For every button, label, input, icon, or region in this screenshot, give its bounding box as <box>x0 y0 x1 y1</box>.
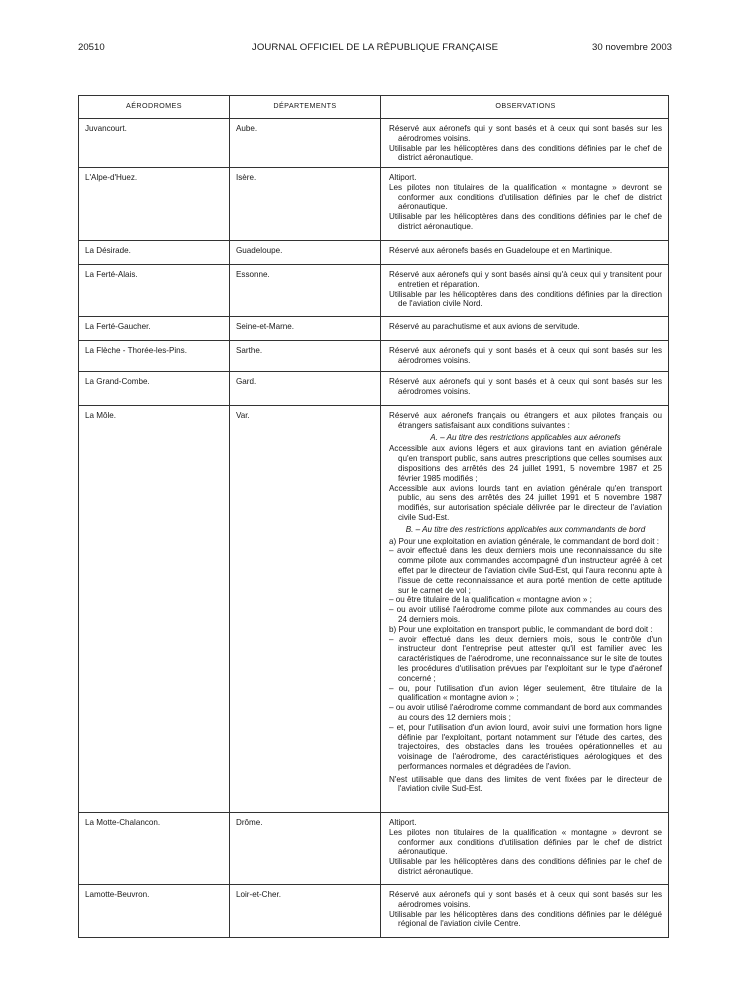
observation-text: Réservé aux aéronefs qui y sont basés et à ceux qui sont basés sur les aérodromes voisins. <box>389 124 662 143</box>
observations <box>381 406 668 812</box>
departement-name: Guadeloupe. <box>230 241 381 264</box>
observations <box>381 119 668 167</box>
observation-text: Utilisable par les hélicoptères dans des conditions définies par le chef de district aéronautique. <box>389 143 662 163</box>
departement-name: Essonne. <box>230 265 381 316</box>
column-header-aerodromes: AÉRODROMES <box>79 96 230 118</box>
observations <box>381 265 668 316</box>
publication-date: 30 novembre 2003 <box>591 42 672 53</box>
aerodrome-name: La Désirade. <box>79 241 230 264</box>
table-row <box>79 168 668 241</box>
list-item: – ou être titulaire de la qualification « montagne avion » ; <box>389 595 592 605</box>
table-row <box>79 406 668 813</box>
subsection-a-intro: a) Pour une exploitation en aviation générale, le commandant de bord doit : <box>389 536 659 546</box>
observations <box>381 241 668 264</box>
observation-text: Altiport. <box>389 818 417 827</box>
aerodrome-name: La Flèche - Thorée-les-Pins. <box>79 341 230 371</box>
observation-text: Accessible aux avions lourds tant en aviation générale qu'en transport public, au sens des arrêtés des 24 juillet 1991 et 5 novembre 1987 modifiés, sur autorisation spéciale délivrée par le directeur de l'aviation civile Sud-Est. <box>389 483 662 522</box>
departement-name: Aube. <box>230 119 381 167</box>
observations <box>381 372 668 405</box>
observation-text: Altiport. <box>389 173 417 182</box>
observation-text: Utilisable par les hélicoptères dans des conditions définies par le délégué régional de l'aviation civile Centre. <box>389 909 662 929</box>
list-item: – avoir effectué dans les deux derniers mois une reconnaissance du site comme pilote aux commandes accompagné d'un instructeur agréé à cet effet par le directeur de l'aviation civile Sud-Est, qui l'aura reconnu apte à l'issue de cette reconnaissance et aura porté mention de cette aptitude sur le carnet de vol ; <box>389 546 662 595</box>
observation-text: Utilisable par les hélicoptères dans des conditions définies par le chef de district aéronautique. <box>389 212 662 231</box>
list-item: – ou, pour l'utilisation d'un avion léger seulement, être titulaire de la qualification « montagne avion » ; <box>389 683 662 703</box>
table-row <box>79 317 668 341</box>
aerodrome-name: Lamotte-Beuvron. <box>79 885 230 937</box>
departement-name: Loir-et-Cher. <box>230 885 381 937</box>
table-row <box>79 119 668 168</box>
observation-text: Les pilotes non titulaires de la qualification « montagne » devront se conformer aux conditions d'utilisation définies par le chef de district aéronautique. <box>389 827 662 857</box>
page-number: 20510 <box>78 42 105 53</box>
list-item: – ou avoir utilisé l'aérodrome comme pilote aux commandes au cours des 24 derniers mois. <box>389 605 662 624</box>
observation-text: Réservé aux aéronefs qui y sont basés et à ceux qui sont basés sur les aérodromes voisins. <box>389 377 662 396</box>
table-row <box>79 813 668 885</box>
observations <box>381 813 668 884</box>
aerodromes-table <box>78 95 669 938</box>
departement-name: Var. <box>230 406 381 812</box>
observation-text: Réservé aux aéronefs basés en Guadeloupe et en Martinique. <box>389 246 613 255</box>
observation-text: Les pilotes non titulaires de la qualification « montagne » devront se conformer aux conditions d'utilisation définies par le chef de district aéronautique. <box>389 182 662 212</box>
subsection-b-intro: b) Pour une exploitation en transport public, le commandant de bord doit : <box>389 624 653 634</box>
list-item: – avoir effectué dans les deux derniers mois, sous le contrôle d'un instructeur dont l'entreprise peut attester qu'il est familier avec les caractéristiques de l'aérodrome, une reconnaissance sur le site de toutes les procédures d'utilisation prévues par l'exploitant sur le type d'aéronef concerné ; <box>389 634 662 683</box>
departement-name: Isère. <box>230 168 381 240</box>
section-heading-b: B. – Au titre des restrictions applicables aux commandants de bord <box>405 524 646 534</box>
departement-name: Drôme. <box>230 813 381 884</box>
departement-name: Seine-et-Marne. <box>230 317 381 340</box>
table-row <box>79 341 668 372</box>
table-row <box>79 372 668 406</box>
column-header-observations: OBSERVATIONS <box>495 101 556 110</box>
observations <box>381 317 668 340</box>
observation-text: Utilisable par les hélicoptères dans des conditions définies par la direction de l'aviation civile Nord. <box>389 289 662 309</box>
observation-text: Réservé aux aéronefs qui y sont basés et à ceux qui sont basés sur les aérodromes voisins. <box>389 890 662 909</box>
aerodrome-name: La Grand-Combe. <box>79 372 230 405</box>
list-item: – ou avoir utilisé l'aérodrome comme commandant de bord aux commandes au cours des 12 derniers mois ; <box>389 703 662 722</box>
observation-text: Réservé aux aéronefs français ou étrangers et aux pilotes français ou étrangers satisfaisant aux conditions suivantes : <box>389 411 662 430</box>
departement-name: Gard. <box>230 372 381 405</box>
table-row <box>79 241 668 265</box>
journal-title: JOURNAL OFFICIEL DE LA RÉPUBLIQUE FRANÇAISE <box>251 42 499 53</box>
observation-text: Réservé aux aéronefs qui y sont basés et à ceux qui sont basés sur les aérodromes voisins. <box>389 346 662 365</box>
observations <box>381 168 668 240</box>
aerodrome-name: La Ferté-Gaucher. <box>79 317 230 340</box>
aerodrome-name: La Motte-Chalancon. <box>79 813 230 884</box>
table-row <box>79 885 668 937</box>
observations <box>381 885 668 937</box>
section-heading-a: A. – Au titre des restrictions applicables aux aéronefs <box>430 432 621 442</box>
aerodrome-name: Juvancourt. <box>79 119 230 167</box>
column-header-departements: DÉPARTEMENTS <box>230 96 381 118</box>
observation-text: Réservé aux aéronefs qui y sont basés ainsi qu'à ceux qui y transitent pour entretien et réparation. <box>389 270 662 289</box>
observation-text: Utilisable par les hélicoptères dans des conditions définies par le chef de district aéronautique. <box>389 857 662 876</box>
aerodrome-name: La Ferté-Alais. <box>79 265 230 316</box>
table-row <box>79 265 668 317</box>
aerodrome-name: L'Alpe-d'Huez. <box>79 168 230 240</box>
page-header <box>78 42 672 56</box>
table-header-row <box>79 96 668 119</box>
observation-text: Réservé au parachutisme et aux avions de servitude. <box>389 322 580 331</box>
observations <box>381 341 668 371</box>
departement-name: Sarthe. <box>230 341 381 371</box>
observation-text: N'est utilisable que dans des limites de vent fixées par le directeur de l'aviation civile Sud-Est. <box>389 774 662 794</box>
observation-text: Accessible aux avions légers et aux giravions tant en aviation générale qu'en transport public, sans autres prescriptions que celles soumises aux dispositions des arrêtés des 24 juillet 1991, 5 novembre 1987 et 25 février 1985 modifiés ; <box>389 444 662 483</box>
aerodrome-name: La Môle. <box>79 406 230 812</box>
list-item: – et, pour l'utilisation d'un avion lourd, avoir suivi une formation hors ligne définie par l'exploitant, portant notamment sur l'étude des cartes, des trajectoires, des obstacles dans les trouées opérationnelles et au voisinage de l'aérodrome, des caractéristiques aérologiques et des performances normales et dégradées de l'avion. <box>389 722 662 771</box>
